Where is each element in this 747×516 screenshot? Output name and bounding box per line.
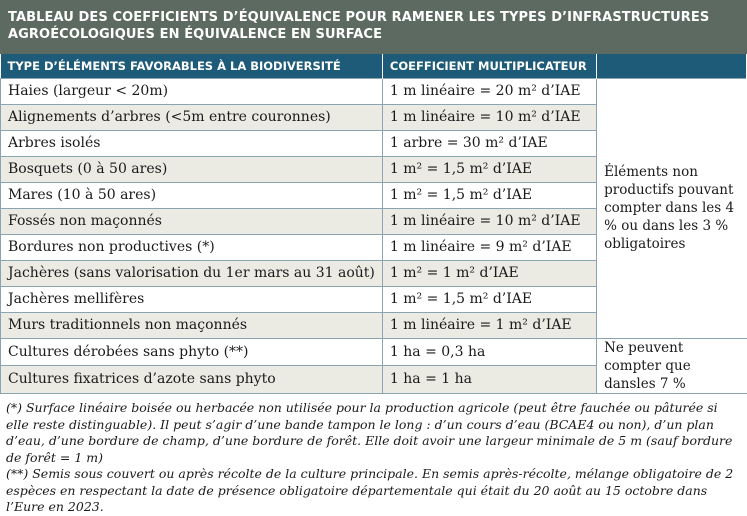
- element-type-cell: Murs traditionnels non maçonnés: [1, 312, 383, 338]
- header-element-type: TYPE D’ÉLÉMENTS FAVORABLES À LA BIODIVERSITÉ: [1, 54, 383, 78]
- table-title: [0, 0, 747, 54]
- table-header-row: [1, 54, 747, 78]
- coefficient-cell: 1 m linéaire = 10 m² d’IAE: [382, 104, 596, 130]
- table-row: [1, 338, 747, 366]
- element-type-cell: Cultures dérobées sans phyto (**): [1, 338, 383, 366]
- element-type-cell: Bosquets (0 à 50 ares): [1, 156, 383, 182]
- coefficient-cell: 1 m² = 1,5 m² d’IAE: [382, 182, 596, 208]
- header-coefficient: COEFFICIENT MULTIPLICATEUR: [382, 54, 596, 78]
- element-type-cell: Cultures fixatrices d’azote sans phyto: [1, 366, 383, 394]
- element-type-cell: Haies (largeur < 20m): [1, 78, 383, 104]
- element-type-cell: Mares (10 à 50 ares): [1, 182, 383, 208]
- element-type-cell: Alignements d’arbres (<5m entre couronnes): [1, 104, 383, 130]
- footnote-1: (*) Surface linéaire boisée ou herbacée non utilisée pour la production agricole (peut être fauchée ou pâturée si elle reste distinguable). Il peut s’agir d’une bande tampon le long : d’un cours d’eau (BCAE4 ou non), d’un plan d’eau, d’une bordure de champ, d’une bordure de forêt. Elle doit avoir une largeur minimale de 5 m (sauf bordure de forêt = 1 m): [6, 400, 733, 465]
- footnote-2: (**) Semis sous couvert ou après récolte de la culture principale. En semis après-récolte, mélange obligatoire de 2 espèces en respectant la date de présence obligatoire départementale qui était du 20 août au 15 octobre dans l’Eure en 2023.: [6, 466, 734, 514]
- table-row: [1, 78, 747, 104]
- note-group-2: Ne peuvent compter que dansles 7 %: [597, 338, 747, 393]
- coefficient-table: [0, 54, 747, 394]
- coefficient-cell: 1 m² = 1 m² d’IAE: [382, 260, 596, 286]
- element-type-cell: Fossés non maçonnés: [1, 208, 383, 234]
- coefficient-cell: 1 ha = 0,3 ha: [382, 338, 596, 366]
- note-group-1: Éléments non productifs pouvant compter dans les 4 % ou dans les 3 % obligatoires: [597, 78, 747, 338]
- coefficient-cell: 1 arbre = 30 m² d’IAE: [382, 130, 596, 156]
- element-type-cell: Jachères (sans valorisation du 1er mars au 31 août): [1, 260, 383, 286]
- coefficient-cell: 1 m linéaire = 1 m² d’IAE: [382, 312, 596, 338]
- coefficient-cell: 1 ha = 1 ha: [382, 366, 596, 394]
- footnotes: [6, 400, 742, 516]
- coefficient-cell: 1 m linéaire = 10 m² d’IAE: [382, 208, 596, 234]
- element-type-cell: Jachères mellifères: [1, 286, 383, 312]
- header-remarks: [597, 54, 747, 78]
- coefficient-cell: 1 m² = 1,5 m² d’IAE: [382, 286, 596, 312]
- coefficient-cell: 1 m² = 1,5 m² d’IAE: [382, 156, 596, 182]
- coefficient-cell: 1 m linéaire = 9 m² d’IAE: [382, 234, 596, 260]
- element-type-cell: Bordures non productives (*): [1, 234, 383, 260]
- title-line-2: AGROÉCOLOGIQUES EN ÉQUIVALENCE EN SURFACE: [8, 27, 383, 42]
- coefficient-cell: 1 m linéaire = 20 m² d’IAE: [382, 78, 596, 104]
- title-line-1: TABLEAU DES COEFFICIENTS D’ÉQUIVALENCE POUR RAMENER LES TYPES D’INFRASTRUCTURES: [8, 10, 710, 25]
- element-type-cell: Arbres isolés: [1, 130, 383, 156]
